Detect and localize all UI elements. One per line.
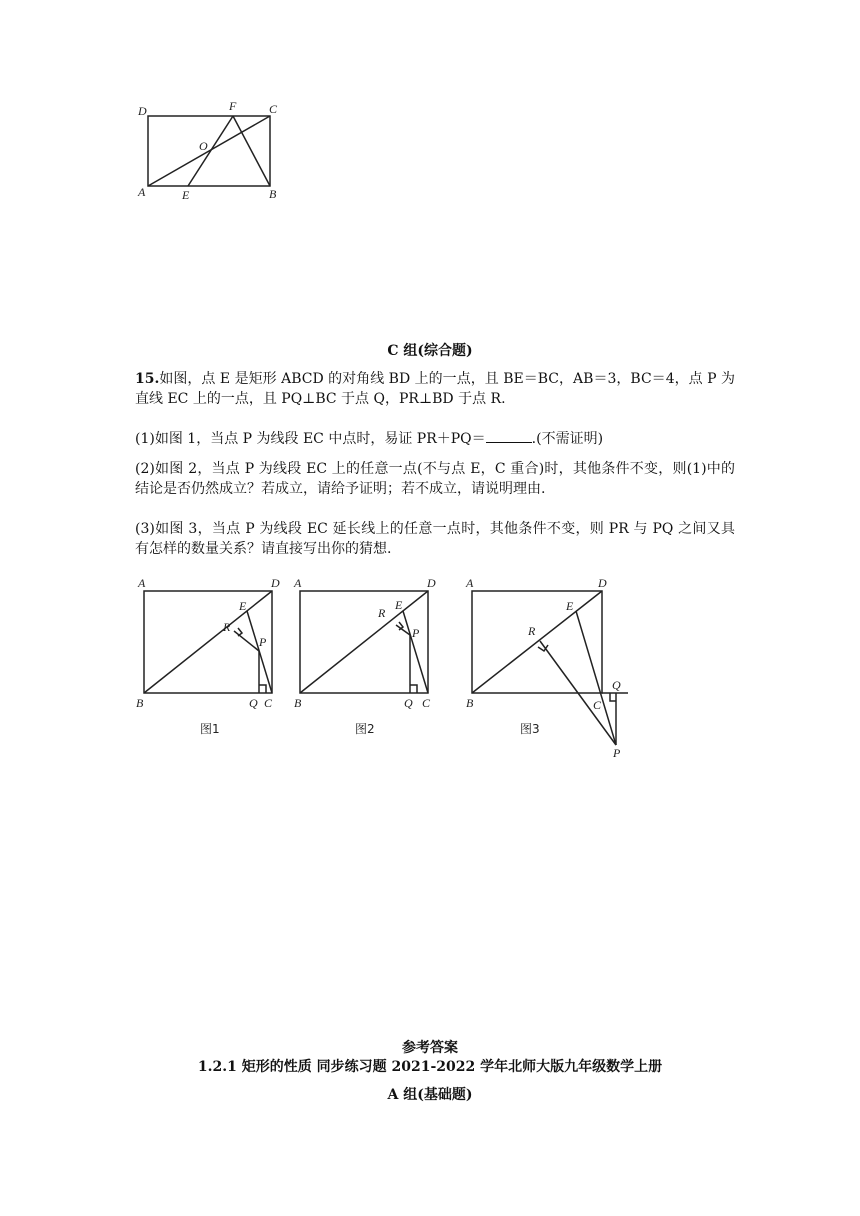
answer-blank <box>486 429 532 443</box>
label-a: A <box>138 185 146 199</box>
label-p: P <box>412 626 420 640</box>
label-b: B <box>466 696 474 710</box>
label-d: D <box>271 576 280 590</box>
label-e: E <box>239 599 247 613</box>
right-angle-mark-q <box>259 685 266 693</box>
label-c: C <box>269 102 278 116</box>
label-p: P <box>259 635 267 649</box>
label-q: Q <box>612 678 621 692</box>
figure-3 <box>458 575 638 760</box>
label-o: O <box>199 139 208 153</box>
label-d: D <box>598 576 607 590</box>
problem-intro-text: 如图，点 E 是矩形 ABCD 的对角线 BD 上的一点，且 BE＝BC，AB＝3，BC＝4，点 P 为直线 EC 上的一点，且 PQ⊥BC 于点 Q，PR⊥BD 于点 R. <box>135 371 735 407</box>
diagonal-bd <box>300 591 428 693</box>
section-c-heading: C 组(综合题) <box>387 343 473 359</box>
label-r: R <box>528 624 536 638</box>
label-q: Q <box>404 696 413 710</box>
diagonal-bd <box>144 591 272 693</box>
question-3: (3)如图 3，当点 P 为线段 EC 延长线上的任意一点时，其他条件不变，则 PR 与 PQ 之间又具有怎样的数量关系？请直接写出你的猜想. <box>135 521 735 557</box>
figure-3-caption: 图3 <box>520 722 540 736</box>
label-c: C <box>264 696 273 710</box>
line-ep <box>576 611 616 745</box>
question-1-note: .(不需证明) <box>531 431 604 447</box>
label-e: E <box>395 598 403 612</box>
label-c: C <box>593 698 602 712</box>
diagonal-bd <box>472 591 602 693</box>
question-1 <box>135 429 735 449</box>
label-c: C <box>422 696 431 710</box>
right-angle-mark-r <box>238 628 242 636</box>
label-e: E <box>566 599 574 613</box>
label-p: P <box>613 746 621 760</box>
question-2: (2)如图 2，当点 P 为线段 EC 上的任意一点(不与点 E，C 重合)时，其他条件不变，则(1)中的结论是否仍然成立？若成立，请给予证明；若不成立，请说明理由. <box>135 461 735 497</box>
top-rectangle-figure <box>130 95 290 210</box>
figure-1 <box>132 575 292 740</box>
problem-intro <box>135 369 735 409</box>
label-a: A <box>294 576 302 590</box>
group-a-heading: A 组(基础题) <box>387 1087 473 1103</box>
right-angle-mark-q <box>410 685 417 693</box>
figure-2-caption: 图2 <box>355 722 375 736</box>
label-d: D <box>427 576 436 590</box>
answer-subtitle: 1.2.1 矩形的性质 同步练习题 2021-2022 学年北师大版九年级数学上册 <box>197 1059 663 1075</box>
figure-2 <box>288 575 448 740</box>
label-r: R <box>378 606 386 620</box>
right-angle-mark-q <box>610 693 616 701</box>
problem-number: 15. <box>135 371 160 387</box>
label-d: D <box>138 104 147 118</box>
label-a: A <box>466 576 474 590</box>
figure-1-caption: 图1 <box>200 722 220 736</box>
label-b: B <box>294 696 302 710</box>
segment-ef <box>188 116 233 186</box>
label-b: B <box>136 696 144 710</box>
label-q: Q <box>249 696 258 710</box>
label-f: F <box>229 99 237 113</box>
segment-pr <box>234 631 259 651</box>
question-1-text: (1)如图 1，当点 P 为线段 EC 中点时，易证 PR＋PQ＝ <box>135 431 486 447</box>
label-r: R <box>223 620 231 634</box>
label-e: E <box>182 188 190 202</box>
segment-ec <box>403 611 428 693</box>
label-b: B <box>269 187 277 201</box>
answer-heading: 参考答案 <box>402 1040 458 1056</box>
label-a: A <box>138 576 146 590</box>
